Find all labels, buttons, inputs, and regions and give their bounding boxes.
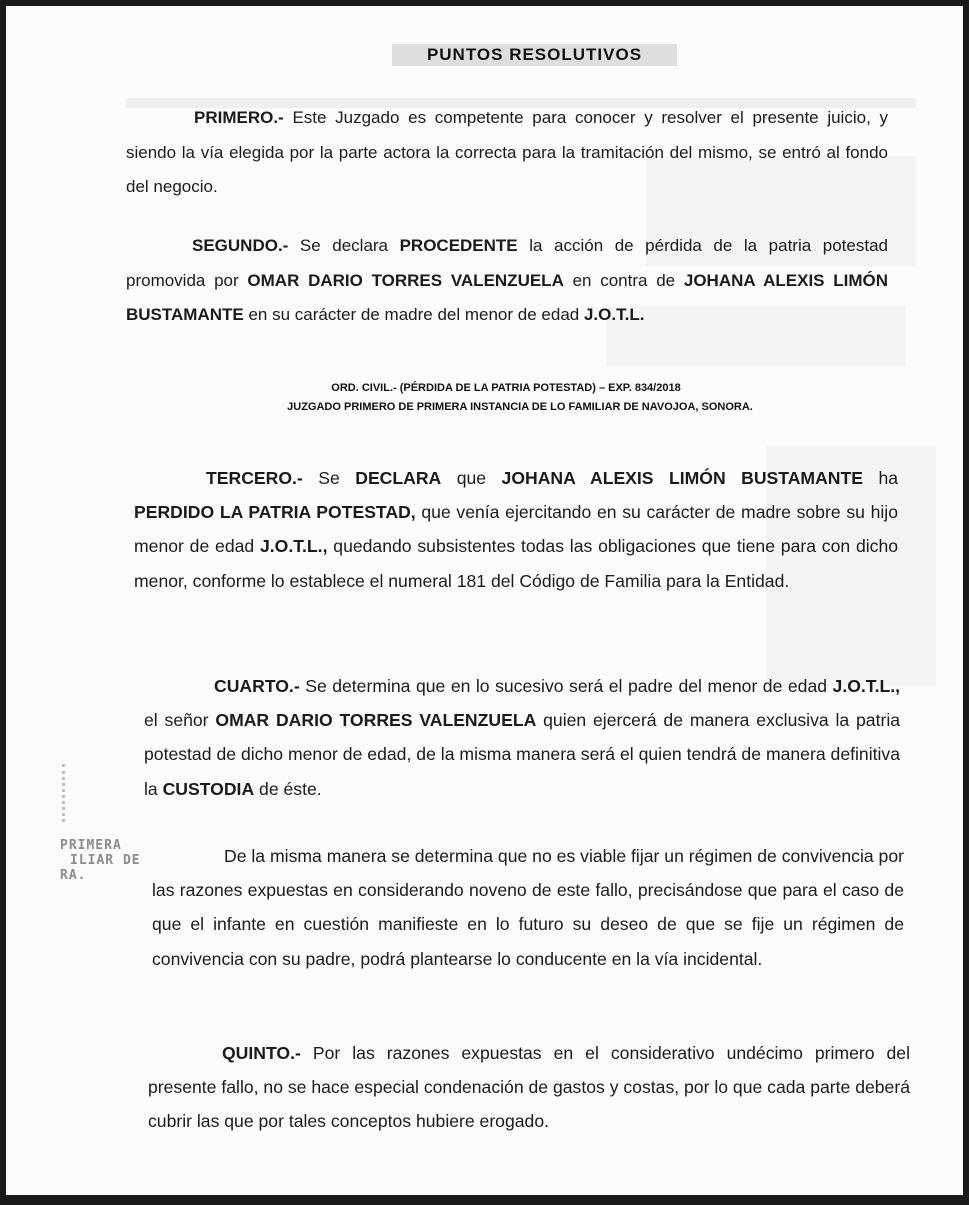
text-primero: Este Juzgado es competente para conocer y resolver el presente juicio, y siendo la vía elegida por la parte actora la correcta para la tramitación del mismo, se entró al fondo del negocio. (126, 108, 888, 196)
tercero-text-1: Se (318, 468, 340, 488)
heading-cuarto: CUARTO.- (214, 676, 300, 696)
section-title: PUNTOS RESOLUTIVOS (392, 44, 677, 66)
cuarto-bold-1: J.O.T.L., (832, 676, 901, 696)
cuarto-text-4: de éste. (259, 778, 322, 799)
tercero-bold-4: J.O.T.L., (260, 536, 328, 557)
heading-segundo: SEGUNDO.- (192, 236, 289, 255)
segundo-bold-3: JOHANA ALEXIS LIMÓN BUSTAMANTE (126, 270, 889, 324)
segundo-bold-1: PROCEDENTE (399, 236, 518, 255)
segundo-text-1: Se declara (299, 236, 389, 255)
quinto-text: Por las razones expuestas en el considerativo undécimo primero del presente fallo, no se hace especial condenación de gastos y costas, por lo que cada parte deberá cubrir las que por tales conceptos hubiere erogado. (148, 1043, 910, 1132)
tercero-bold-2: JOHANA ALEXIS LIMÓN BUSTAMANTE (501, 468, 863, 488)
heading-quinto: QUINTO.- (222, 1043, 301, 1063)
heading-primero: PRIMERO.- (194, 108, 284, 127)
paragraph-tercero (134, 461, 898, 598)
paragraph-cuarto (144, 669, 900, 806)
court-stamp-fragment: PRIMERA ILIAR DE RA. (60, 838, 141, 883)
case-reference-line-2: JUZGADO PRIMERO DE PRIMERA INSTANCIA DE LO FAMILIAR DE NAVOJOA, SONORA. (287, 401, 753, 413)
paragraph-convivencia (152, 839, 904, 976)
cuarto-text-3: quien ejercerá de manera exclusiva la patria potestad de dicho menor de edad, de la misma manera será el quien tendrá de manera definitiva la (144, 710, 901, 799)
segundo-bold-4: J.O.T.L. (583, 305, 645, 324)
segundo-text-3: en contra de (572, 270, 676, 290)
scan-smudge (62, 764, 89, 822)
segundo-bold-2: OMAR DARIO TORRES VALENZUELA (247, 270, 564, 290)
tercero-text-4: que venía ejercitando en su carácter de madre sobre su hijo menor de edad (134, 502, 898, 557)
tercero-text-2: que (456, 468, 487, 488)
paragraph-segundo (126, 229, 888, 333)
case-reference-line-1: ORD. CIVIL.- (PÉRDIDA DE LA PATRIA POTESTAD) – EXP. 834/2018 (331, 382, 681, 394)
paragraph-primero (126, 101, 888, 205)
cuarto-text-2: el señor (144, 710, 209, 731)
heading-tercero: TERCERO.- (206, 468, 303, 488)
tercero-bold-3: PERDIDO LA PATRIA POTESTAD, (134, 502, 416, 523)
tercero-text-3: ha (878, 468, 899, 488)
cuarto-bold-2: OMAR DARIO TORRES VALENZUELA (215, 710, 537, 731)
tercero-text-5: quedando subsistentes todas las obligaciones que tiene para con dicho menor, conforme lo establece el numeral 181 del Código de Familia para la Entidad. (134, 536, 899, 591)
paragraph-quinto (148, 1036, 910, 1139)
cuarto-bold-3: CUSTODIA (162, 778, 255, 799)
segundo-text-4: en su carácter de madre del menor de edad (248, 305, 580, 324)
cuarto-text-1: Se determina que en lo sucesivo será el padre del menor de edad (305, 676, 828, 696)
convivencia-text: De la misma manera se determina que no es viable fijar un régimen de convivencia por las razones expuestas en considerando noveno de este fallo, precisándose que para el caso de que el infante en cuestión manifieste en lo futuro su deseo de que se fije un régimen de convivencia con su padre, podrá plantearse lo conducente en la vía incidental. (152, 846, 904, 969)
segundo-text-2: la acción de pérdida de la patria potestad promovida por (126, 236, 888, 290)
case-reference (146, 379, 966, 417)
tercero-bold-1: DECLARA (355, 468, 442, 488)
